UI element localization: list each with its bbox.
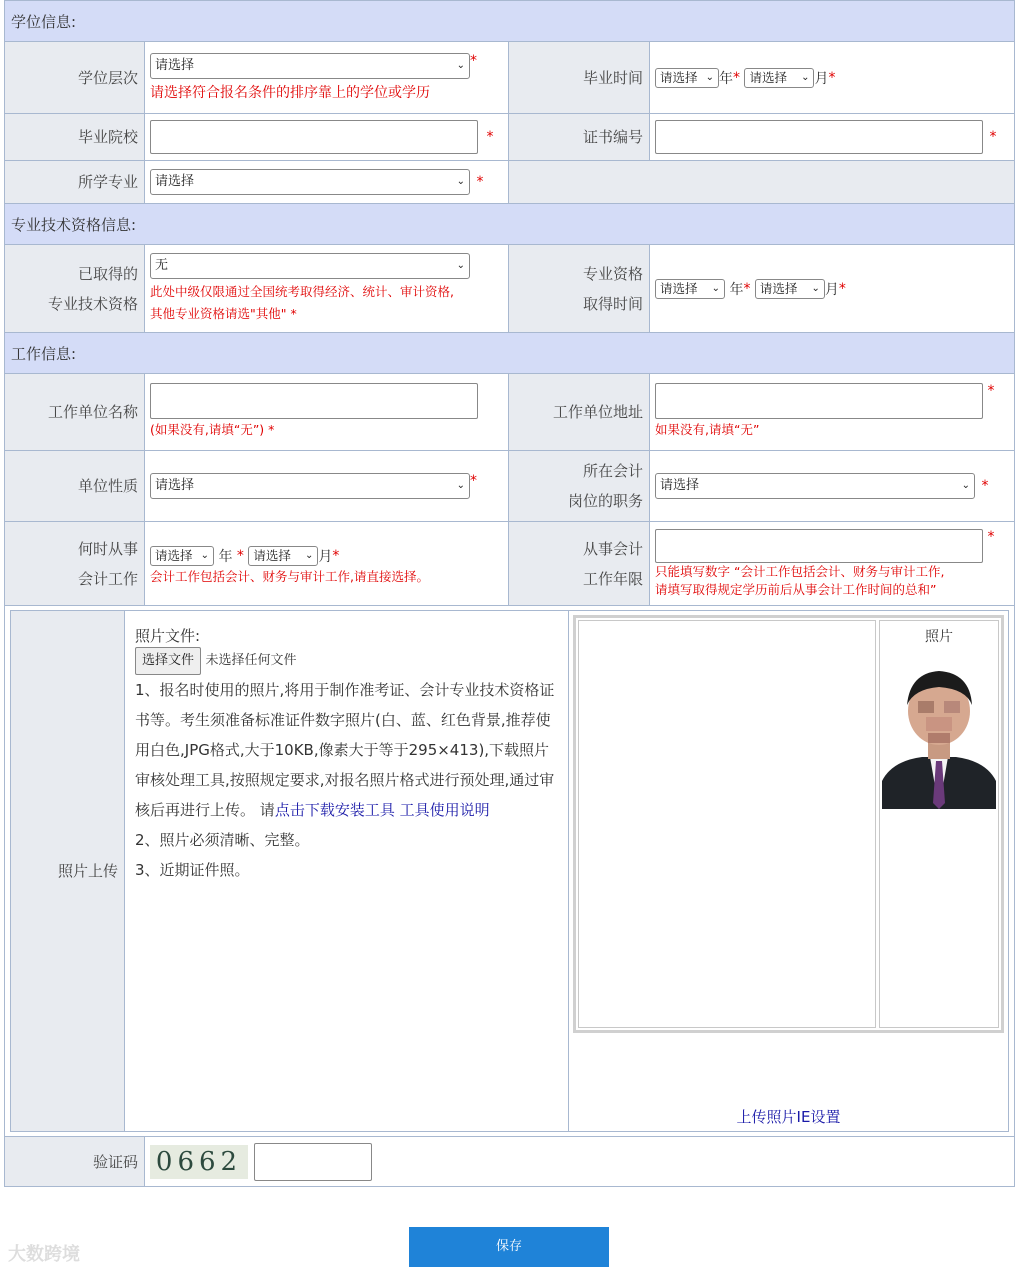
degree-level-note: 请选择符合报名条件的排序靠上的学位或学历 [150, 84, 430, 101]
captcha-input[interactable] [254, 1143, 372, 1181]
years-note-line1: 只能填写数字 “会计工作包括会计、财务与审计工作, [655, 563, 945, 579]
photo-preview-frame [573, 615, 1004, 1033]
file-status: 未选择任何文件 [205, 653, 297, 668]
obtained-select[interactable] [150, 253, 470, 279]
start-time-label-line2: 会计工作 [77, 569, 138, 588]
grad-year-value: 请选择 [660, 69, 698, 85]
position-select[interactable] [655, 473, 975, 499]
required-mark: * [470, 473, 477, 489]
photo-preview-title: 照片 [925, 629, 953, 645]
photo-instruction-2: 2、照片必须清晰、完整。 [135, 831, 310, 849]
unit-name-input[interactable] [150, 383, 478, 419]
required-mark: * [989, 129, 997, 145]
chevron-down-icon: ⌄ [456, 259, 465, 271]
captcha-label: 验证码 [5, 1137, 145, 1187]
school-input[interactable] [150, 120, 478, 154]
required-mark: * [476, 174, 484, 190]
work-section-header [5, 333, 1015, 374]
start-month-value: 请选择 [253, 547, 291, 563]
save-button[interactable]: 保存 [409, 1227, 609, 1267]
major-select[interactable] [150, 169, 470, 195]
photo-instruction-3: 3、近期证件照。 [135, 861, 250, 879]
portrait-photo [882, 653, 996, 809]
start-time-label-line1: 何时从事 [77, 539, 138, 558]
degree-level-label: 学位层次 [5, 42, 145, 114]
position-label-line2: 岗位的职务 [567, 492, 643, 510]
empty-cell [509, 161, 1015, 204]
obtained-label-line1: 已取得的 [77, 264, 138, 283]
chevron-down-icon: ⌄ [811, 282, 820, 294]
download-tool-link[interactable]: 点击下载安装工具 [274, 801, 395, 819]
required-mark: * [828, 69, 836, 86]
required-mark: * [743, 280, 751, 297]
photo-thumb-area [879, 620, 999, 1028]
photo-upload-panel [10, 610, 1009, 1132]
photo-instructions [135, 675, 558, 825]
unit-type-select[interactable] [150, 473, 470, 499]
unit-address-note: 如果没有,请填“无” [655, 422, 760, 437]
required-mark: * [987, 383, 995, 399]
year-unit: 年 [729, 281, 744, 298]
captcha-image: 0662 [150, 1145, 248, 1179]
required-mark: * [332, 547, 340, 564]
obtained-month-select[interactable] [755, 279, 825, 299]
years-label-line1: 从事会计 [582, 539, 643, 558]
required-mark: * [290, 305, 297, 321]
year-unit: 年 [719, 70, 733, 87]
obtained-label-line2: 专业技术资格 [47, 294, 138, 313]
degree-level-select[interactable] [150, 53, 470, 79]
required-mark: * [268, 422, 275, 437]
cert-no-label: 证书编号 [509, 114, 650, 161]
years-note-line2: 请填写取得规定学历前后从事会计工作时间的总和” [655, 581, 937, 597]
degree-section-title: 学位信息: [5, 1, 1015, 42]
years-input[interactable] [655, 529, 983, 563]
chevron-down-icon: ⌄ [456, 176, 465, 187]
grad-time-label: 毕业时间 [509, 42, 650, 114]
years-label-line2: 工作年限 [582, 569, 643, 588]
required-mark: * [236, 547, 244, 564]
cert-no-input[interactable] [655, 120, 983, 154]
position-value: 请选择 [660, 478, 700, 493]
unit-name-note: (如果没有,请填“无”) [150, 422, 265, 437]
obtained-note-line2: 其他专业资格请选"其他" [150, 305, 287, 321]
watermark-logo: 大数跨境 [8, 1244, 80, 1265]
degree-section-header [5, 1, 1015, 42]
major-label: 所学专业 [5, 161, 145, 204]
required-mark: * [981, 478, 989, 494]
obtained-time-label-line1: 专业资格 [582, 264, 643, 283]
obtained-year-value: 请选择 [660, 280, 698, 296]
school-label: 毕业院校 [5, 114, 145, 161]
year-unit: 年 [218, 548, 233, 565]
unit-type-value: 请选择 [155, 478, 195, 493]
obtained-month-value: 请选择 [759, 280, 798, 296]
month-unit: 月 [824, 281, 839, 298]
start-month-select[interactable] [248, 546, 318, 566]
required-mark: * [733, 69, 740, 86]
unit-name-label: 工作单位名称 [5, 374, 145, 451]
photo-label: 照片上传 [11, 611, 125, 1132]
month-unit: 月 [814, 70, 829, 87]
unit-type-label: 单位性质 [5, 451, 145, 522]
required-mark: * [486, 129, 494, 145]
photo-preview-area [578, 620, 876, 1028]
choose-file-button[interactable]: 选择文件 [135, 647, 201, 675]
month-unit: 月 [318, 548, 333, 565]
unit-address-label: 工作单位地址 [509, 374, 650, 451]
grad-month-select[interactable] [744, 68, 814, 88]
photo-instruction-1: 1、报名时使用的照片,将用于制作准考证、会计专业技术资格证书等。考生须准备标准证件数字照片(白、蓝、红色背景,推荐使用白色,JPG格式,大于10KB,像素大于等于295×413),下载照片审核处理工具,按照规定要求,对报名照片格式进行预处理,通过审核后再进行上传。 [135, 681, 555, 819]
grad-year-select[interactable] [655, 68, 719, 88]
unit-address-input[interactable] [655, 383, 983, 419]
grad-month-value: 请选择 [749, 69, 787, 85]
chevron-down-icon: ⌄ [711, 282, 720, 294]
photo-instruction-1-tail: 请 [259, 801, 275, 819]
chevron-down-icon: ⌄ [304, 549, 314, 561]
required-mark: * [987, 528, 995, 545]
position-label-line1: 所在会计 [582, 462, 643, 480]
registration-form [4, 0, 1015, 1187]
chevron-down-icon: ⌄ [456, 59, 465, 71]
required-mark: * [470, 52, 477, 69]
start-year-value: 请选择 [155, 547, 193, 563]
required-mark: * [838, 280, 846, 297]
ie-settings-link[interactable]: 上传照片IE设置 [736, 1108, 841, 1126]
obtained-value: 无 [155, 257, 169, 273]
obtained-year-select[interactable] [655, 279, 725, 299]
chevron-down-icon: ⌄ [961, 480, 970, 491]
obtained-time-label-line2: 取得时间 [582, 294, 643, 313]
qual-section-title: 专业技术资格信息: [5, 204, 1015, 245]
chevron-down-icon: ⌄ [200, 549, 209, 561]
chevron-down-icon: ⌄ [705, 71, 714, 83]
chevron-down-icon: ⌄ [801, 71, 810, 83]
chevron-down-icon: ⌄ [456, 480, 465, 491]
major-value: 请选择 [155, 174, 195, 189]
photo-file-label: 照片文件: [135, 627, 201, 645]
qual-section-header [5, 204, 1015, 245]
tool-manual-link[interactable]: 工具使用说明 [399, 801, 490, 819]
start-year-select[interactable] [150, 546, 214, 566]
start-time-note: 会计工作包括会计、财务与审计工作,请直接选择。 [150, 568, 429, 584]
obtained-note-line1: 此处中级仅限通过全国统考取得经济、统计、审计资格, [150, 283, 454, 299]
degree-level-value: 请选择 [155, 57, 195, 73]
work-section-title: 工作信息: [5, 333, 1015, 374]
